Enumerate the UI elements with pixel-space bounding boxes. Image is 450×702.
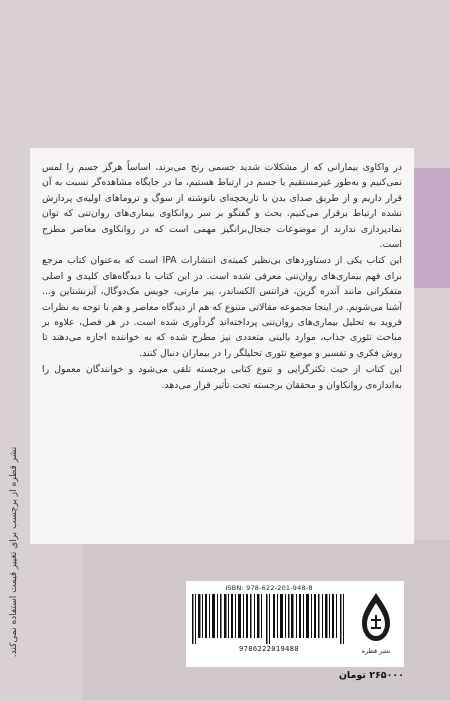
publisher-logo-icon xyxy=(354,589,398,649)
isbn-label: ISBN: 978-622-201-948-8 xyxy=(225,584,313,592)
barcode-box xyxy=(186,581,404,667)
publisher-name: نشر قطره xyxy=(361,647,391,655)
price-label: ۲۶۵۰۰۰ تومان xyxy=(338,670,404,681)
price-sticker-notice xyxy=(0,402,28,702)
blurb-paragraph-3: این کتاب از حیث تکثرگرایی و تنوع کتابی برجسته تلقی می‌شود و خوانندگان معمول را به‌اندازه‌ی روانکاوان و محققان برجسته تحت تأثیر قرار می‌دهد. xyxy=(42,364,402,391)
blurb-paragraph-1: در واکاوی بیمارانی که از مشکلات شدید جسمی رنج می‌برند، اساساً هرگز جسم را لمس نمی‌کنیم و به‌طور غیرمستقیم با جسم در ارتباط هستیم، ما در جایگاه مشاهده‌گر نسبت به آن قرار داریم و از طریق صدای بدن با تاریخچه‌ای ناتوشته از سوگ و تروماهای اولیه‌ی پردازش نشده ارتباط برقرار می‌کنیم. بحث و گفتگو بر سر روانکاوی بیماری‌های روان‌تنی که توان نمادپردازی ندارند از موضوعات جنجال‌برانگیز مهمی است که در روانکاوی معاصر مطرح است. xyxy=(42,162,402,251)
blurb-paragraph-2: این کتاب یکی از دستاوردهای بی‌نظیر کمیته‌ی انتشارات IPA است که به‌عنوان کتاب مرجع برای فهم بیماری‌های روان‌تنی معرفی شده است. در این کتاب با دیدگاه‌های کلیدی و اصلی متفکرانی مانند آندره گرین، فرانتس الکساندر، پیر مارتی، جویس مک‌دوگال، آیزنشتاین و... آشنا می‌شویم. در اینجا مجموعه مقالاتی متنوع که هم از دیدگاه معاصر و هم با توجه به نظرات فروید به تحلیل بیماری‌های روان‌تنی پرداخته‌اند گردآوری شده است. در هر فصل، علاوه بر مباحث تئوری جذاب، موارد بالینی متعددی نیز مطرح شده که به خواننده اجازه می‌دهند تا روش فکری و تفسیر و موضع تئوری تحلیلگر را در بیماران دنبال کنند. xyxy=(42,255,402,359)
barcode-icon xyxy=(190,594,348,644)
price-sticker-notice-text: نشر قطره از برچسب برای تغییر قیمت استفاده نمی‌کند. xyxy=(9,446,19,658)
barcode-number: 9786222019488 xyxy=(239,645,299,653)
top-background-strip xyxy=(82,0,450,128)
blurb-panel xyxy=(30,148,414,544)
